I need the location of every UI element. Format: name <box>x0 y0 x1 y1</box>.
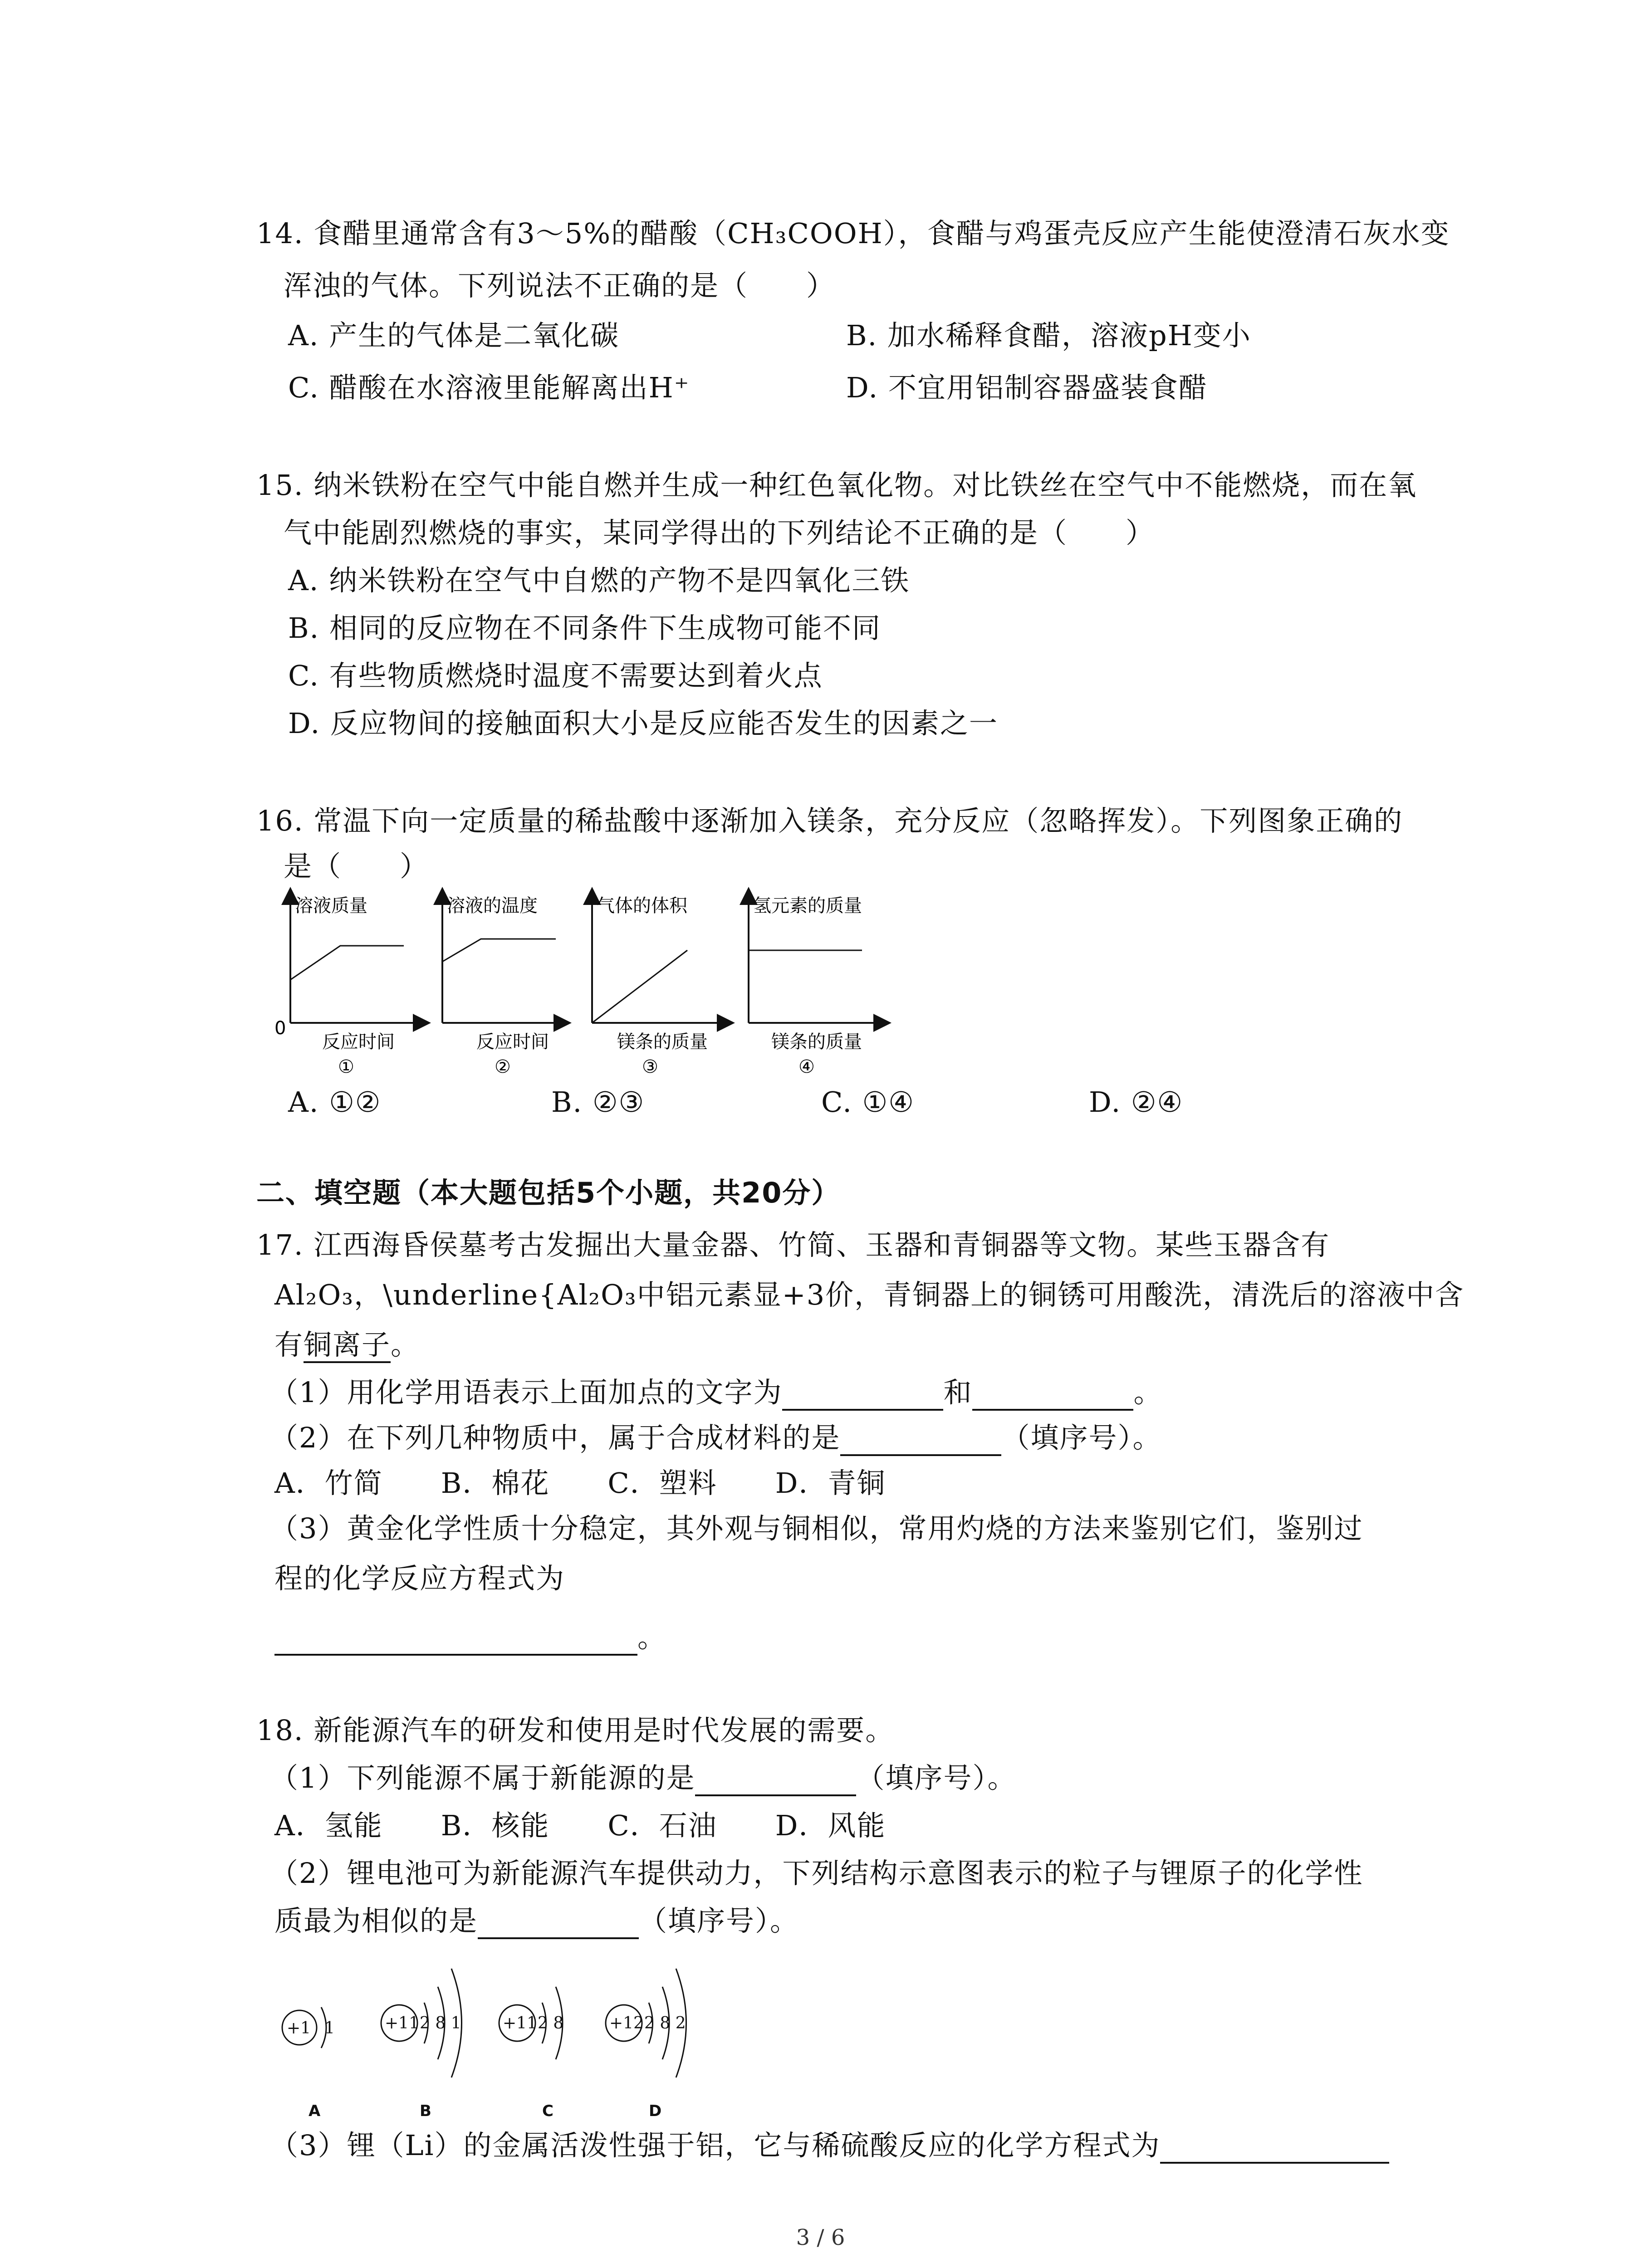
q17-part1-blank1[interactable] <box>782 1383 943 1411</box>
atom-c <box>499 1987 563 2120</box>
q17-part2-text: （2）在下列几种物质中，属于合成材料的是 <box>270 1421 841 1454</box>
page-number: 3 / 6 <box>796 2225 845 2250</box>
section-heading: 二、填空题（本大题包括5个小题，共20分） <box>256 1176 841 1209</box>
q18-part2-text: 质最为相似的是 <box>274 1904 478 1937</box>
atom-d-label: D <box>649 2102 662 2120</box>
graph-1 <box>274 895 422 1077</box>
q17-line2: Al₂O₃，\underline{Al₂O₃中铝元素显+3价，青铜器上的铜锈可用酸洗，清洗后的溶液中含 <box>274 1278 1465 1311</box>
q17-part1-end: 。 <box>1133 1376 1163 1409</box>
graph-1-ylabel: 溶液质量 <box>295 895 367 916</box>
atom-d-shells: 2 8 2 <box>644 2014 686 2033</box>
graph-2-xlabel: 反应时间 <box>476 1031 549 1052</box>
q14-option-c: C. 醋酸在水溶液里能解离出H⁺ <box>288 371 690 404</box>
q17-underlined-copper-ion: 铜离子 <box>304 1328 391 1363</box>
graph-2-number: ② <box>495 1056 511 1077</box>
atom-c-shells: 2 8 <box>538 2014 564 2033</box>
graph-3-ylabel: 气体的体积 <box>597 895 687 916</box>
q15-option-c: C. 有些物质燃烧时温度不需要达到着火点 <box>288 659 823 692</box>
q18-choices: A．氢能 B．核能 C．石油 D．风能 <box>274 1809 886 1842</box>
q17-part3-line2: 程的化学反应方程式为 <box>274 1562 565 1595</box>
atom-a-label: A <box>309 2102 321 2120</box>
atom-b-nucleus: +11 <box>385 2014 419 2033</box>
atom-b-label: B <box>420 2102 431 2120</box>
q18-part1-end: （填序号）。 <box>856 1761 1017 1794</box>
q17-line1: 17. 江西海昏侯墓考古发掘出大量金器、竹简、玉器和青铜器等文物。某些玉器含有 <box>256 1228 1330 1261</box>
atom-a <box>282 2007 335 2120</box>
q14-option-b: B. 加水稀释食醋，溶液pH变小 <box>846 319 1251 352</box>
graph-4-ylabel: 氢元素的质量 <box>753 895 862 916</box>
graph-4 <box>749 895 882 1077</box>
q16-graphs <box>272 887 907 1095</box>
q14-stem-line1: 14. 食醋里通常含有3～5%的醋酸（CH₃COOH），食醋与鸡蛋壳反应产生能使澄清石灰水变 <box>256 217 1450 250</box>
atom-d-nucleus: +12 <box>609 2014 644 2033</box>
graph-3-line <box>592 950 687 1023</box>
q17-part3-answer <box>274 1619 666 1656</box>
graph-1-number: ① <box>338 1056 354 1077</box>
q18-part2-blank[interactable] <box>478 1911 639 1939</box>
q17-line3-end: 。 <box>391 1328 420 1361</box>
graph-3 <box>592 895 726 1077</box>
q18-part3 <box>270 2127 1389 2164</box>
q17-line3 <box>274 1327 420 1363</box>
q17-part3-end: 。 <box>637 1621 667 1654</box>
graph-3-xlabel: 镁条的质量 <box>617 1031 708 1052</box>
q16-option-c: C. ①④ <box>821 1085 915 1119</box>
q15-stem-line1: 15. 纳米铁粉在空气中能自燃并生成一种红色氧化物。对比铁丝在空气中不能燃烧，而在氧 <box>256 469 1417 502</box>
graph-1-line <box>290 946 404 980</box>
q17-part2-end: （填序号）。 <box>1001 1421 1162 1454</box>
q18-part2-line2 <box>274 1903 799 1939</box>
q15-stem-line2: 气中能剧烈燃烧的事实，某同学得出的下列结论不正确的是（ ） <box>284 516 1155 549</box>
q16-option-a: A. ①② <box>288 1085 382 1119</box>
q16-stem-line2: 是（ ） <box>284 850 429 883</box>
q17-part2-blank[interactable] <box>840 1428 1001 1456</box>
atom-b-shells: 2 8 1 <box>420 2014 461 2033</box>
q18-part1 <box>270 1760 1016 1796</box>
q17-part1-text: （1）用化学用语表示上面加点的文字为 <box>270 1376 783 1409</box>
atom-c-nucleus: +11 <box>503 2014 537 2033</box>
q16-stem-line1: 16. 常温下向一定质量的稀盐酸中逐渐加入镁条，充分反应（忽略挥发）。下列图象正确的 <box>256 804 1403 837</box>
q17-choices: A．竹简 B．棉花 C．塑料 D．青铜 <box>274 1466 886 1500</box>
q18-part1-blank[interactable] <box>695 1768 856 1796</box>
graph-3-number: ③ <box>642 1056 658 1077</box>
graph-1-xlabel: 反应时间 <box>322 1031 395 1052</box>
q18-part3-text: （3）锂（Li）的金属活泼性强于铝，它与稀硫酸反应的化学方程式为 <box>270 2129 1161 2162</box>
atom-a-nucleus: +1 <box>287 2019 311 2038</box>
q14-option-d: D. 不宜用铝制容器盛装食醋 <box>846 371 1208 404</box>
atom-structure-diagrams <box>272 1950 749 2123</box>
atom-b <box>381 1969 462 2120</box>
q18-part3-blank[interactable] <box>1160 2136 1389 2164</box>
q15-option-a: A. 纳米铁粉在空气中自燃的产物不是四氧化三铁 <box>288 564 910 597</box>
graph-2 <box>442 895 563 1077</box>
q16-option-d: D. ②④ <box>1089 1085 1184 1119</box>
q14-stem-line2: 浑浊的气体。下列说法不正确的是（ ） <box>284 269 836 302</box>
q18-part1-text: （1）下列能源不属于新能源的是 <box>270 1761 696 1794</box>
graph-4-xlabel: 镁条的质量 <box>771 1031 862 1052</box>
q17-part1 <box>270 1374 1162 1411</box>
atom-a-shells: 1 <box>324 2019 335 2038</box>
graph-2-line <box>442 939 556 962</box>
atom-d <box>606 1969 686 2120</box>
q18-part2-line1: （2）锂电池可为新能源汽车提供动力，下列结构示意图表示的粒子与锂原子的化学性 <box>270 1857 1363 1890</box>
q17-part2 <box>270 1420 1161 1456</box>
q17-part1-blank2[interactable] <box>972 1383 1133 1411</box>
q18-part2-end: （填序号）。 <box>639 1904 799 1937</box>
graph-1-origin: 0 <box>274 1018 286 1039</box>
graph-2-ylabel: 溶液的温度 <box>447 895 538 916</box>
q15-option-d: D. 反应物间的接触面积大小是反应能否发生的因素之一 <box>288 707 998 740</box>
q17-line3-prefix: 有 <box>274 1328 304 1361</box>
q18-line1: 18. 新能源汽车的研发和使用是时代发展的需要。 <box>256 1714 895 1747</box>
q17-part3-line1: （3）黄金化学性质十分稳定，其外观与铜相似，常用灼烧的方法来鉴别它们，鉴别过 <box>270 1512 1363 1545</box>
q14-option-a: A. 产生的气体是二氧化碳 <box>288 319 620 352</box>
q16-option-b: B. ②③ <box>551 1085 645 1119</box>
q15-option-b: B. 相同的反应物在不同条件下生成物可能不同 <box>288 611 881 645</box>
q17-part1-and: 和 <box>943 1376 973 1409</box>
atom-c-label: C <box>542 2102 554 2120</box>
graph-4-number: ④ <box>798 1056 815 1077</box>
q17-part3-blank[interactable] <box>274 1628 637 1656</box>
